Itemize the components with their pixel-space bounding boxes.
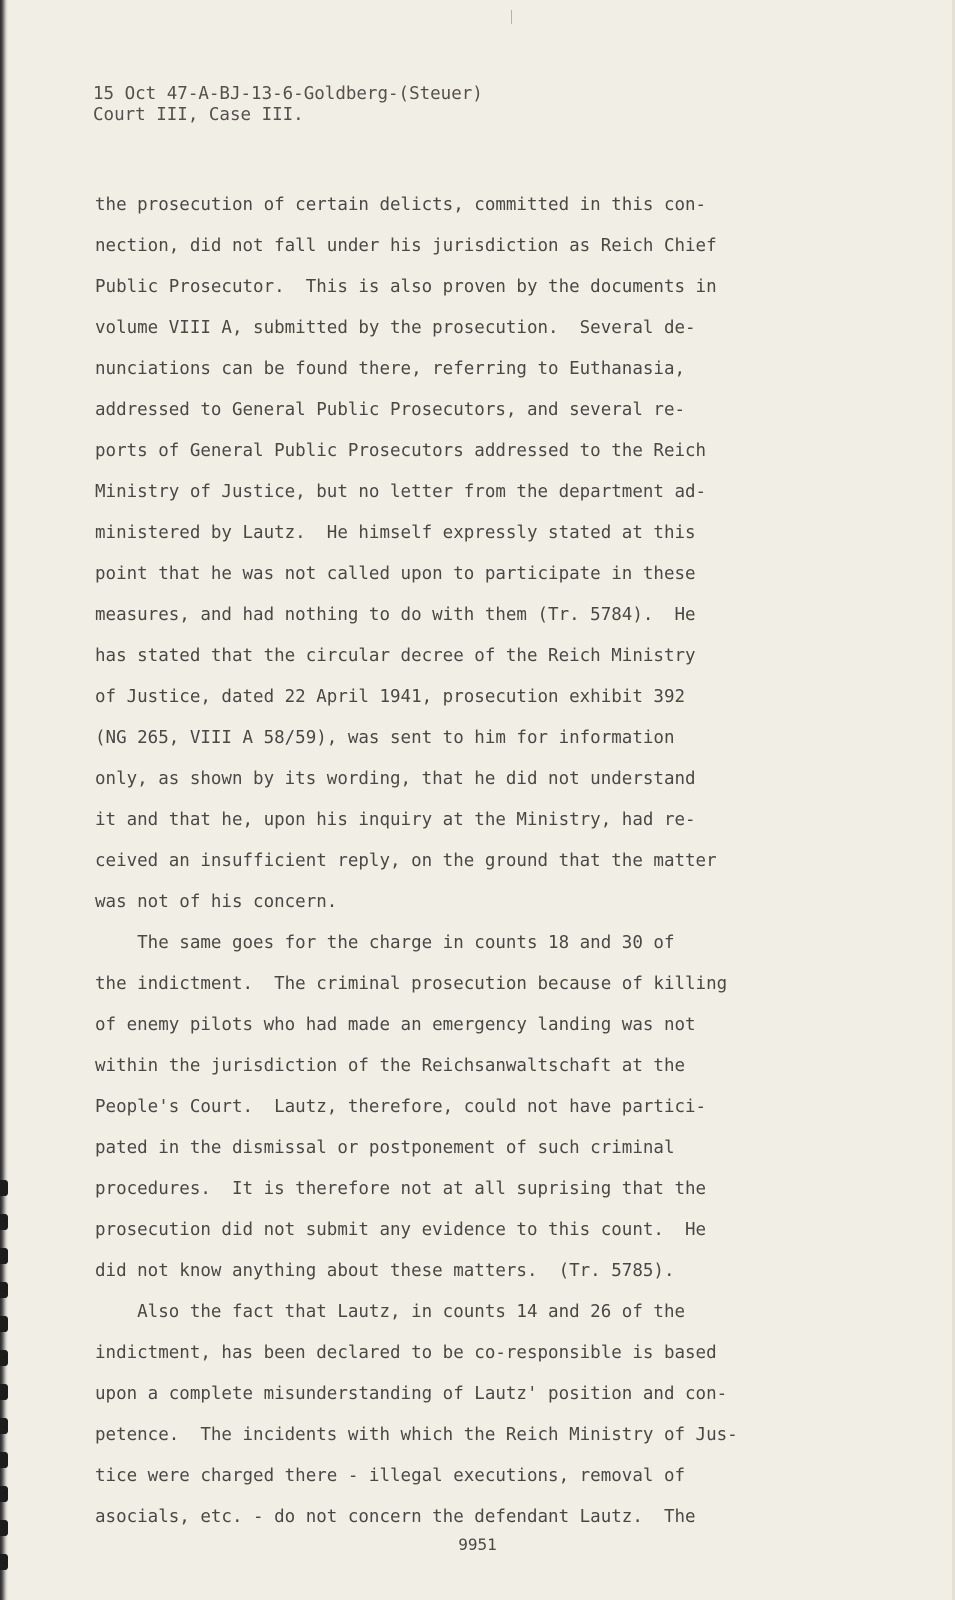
- body-line: petence. The incidents with which the Reich Ministry of Jus-: [95, 1425, 738, 1445]
- body-line: prosecution did not submit any evidence to this count. He: [95, 1220, 707, 1240]
- body-line: only, as shown by its wording, that he did not understand: [95, 769, 696, 789]
- body-line: did not know anything about these matters. (Tr. 5785).: [95, 1261, 675, 1281]
- body-line: pated in the dismissal or postponement of such criminal: [95, 1138, 675, 1158]
- body-line: addressed to General Public Prosecutors, and several re-: [95, 400, 686, 420]
- body-line: the indictment. The criminal prosecution because of killing: [95, 974, 728, 994]
- body-line: People's Court. Lautz, therefore, could not have partici-: [95, 1097, 707, 1117]
- document-header: [93, 84, 483, 126]
- body-line: has stated that the circular decree of the Reich Ministry: [95, 646, 696, 666]
- body-line: ceived an insufficient reply, on the ground that the matter: [95, 851, 717, 871]
- body-line: Public Prosecutor. This is also proven by the documents in: [95, 277, 717, 297]
- body-line: the prosecution of certain delicts, committed in this con-: [95, 195, 707, 215]
- fold-mark: [511, 10, 512, 24]
- body-line: Also the fact that Lautz, in counts 14 and 26 of the: [95, 1302, 686, 1322]
- body-line: upon a complete misunderstanding of Lautz' position and con-: [95, 1384, 728, 1404]
- body-line: within the jurisdiction of the Reichsanwaltschaft at the: [95, 1056, 686, 1076]
- body-line: The same goes for the charge in counts 18 and 30 of: [95, 933, 675, 953]
- body-line: volume VIII A, submitted by the prosecution. Several de-: [95, 318, 696, 338]
- body-line: ports of General Public Prosecutors addressed to the Reich: [95, 441, 707, 461]
- body-line: indictment, has been declared to be co-responsible is based: [95, 1343, 717, 1363]
- header-reference-line: 15 Oct 47-A-BJ-13-6-Goldberg-(Steuer): [93, 84, 483, 104]
- header-court-line: Court III, Case III.: [93, 105, 304, 125]
- body-line: point that he was not called upon to participate in these: [95, 564, 696, 584]
- body-line: nunciations can be found there, referring to Euthanasia,: [95, 359, 686, 379]
- body-line: asocials, etc. - do not concern the defendant Lautz. The: [95, 1507, 696, 1527]
- body-line: ministered by Lautz. He himself expressly stated at this: [95, 523, 696, 543]
- body-line: of Justice, dated 22 April 1941, prosecution exhibit 392: [95, 687, 686, 707]
- body-line: nection, did not fall under his jurisdiction as Reich Chief: [95, 236, 717, 256]
- body-line: Ministry of Justice, but no letter from the department ad-: [95, 482, 707, 502]
- body-line: it and that he, upon his inquiry at the Ministry, had re-: [95, 810, 696, 830]
- body-line: was not of his concern.: [95, 892, 338, 912]
- body-line: procedures. It is therefore not at all suprising that the: [95, 1179, 707, 1199]
- page-number: 9951: [458, 1535, 497, 1554]
- body-line: of enemy pilots who had made an emergency landing was not: [95, 1015, 696, 1035]
- body-line: measures, and had nothing to do with them (Tr. 5784). He: [95, 605, 696, 625]
- body-line: (NG 265, VIII A 58/59), was sent to him for information: [95, 728, 675, 748]
- body-line: tice were charged there - illegal executions, removal of: [95, 1466, 686, 1486]
- document-body: [95, 185, 875, 1538]
